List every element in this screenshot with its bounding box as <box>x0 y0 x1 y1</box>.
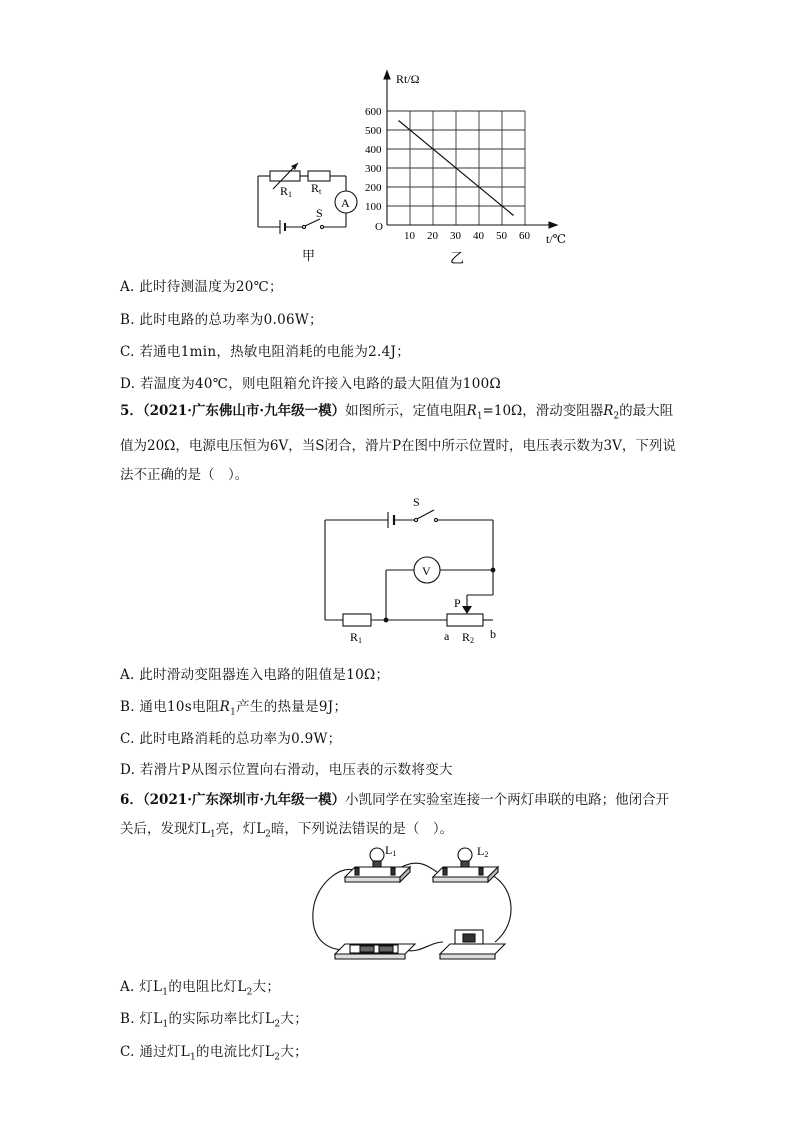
y-tick-label: 200 <box>365 182 382 194</box>
x-tick-label: 20 <box>427 230 438 242</box>
q6-number: 6． <box>120 792 143 808</box>
q6-option-b: B. 灯$L_1$的实际功率比灯$L_2$大； <box>120 1011 309 1030</box>
x-tick-label: 60 <box>519 230 530 242</box>
terminal-a-label: a <box>444 629 450 643</box>
q5-option-c: C. 此时电路消耗的总功率为0.9W； <box>120 731 342 747</box>
q6-option-c: C. 通过灯$L_1$的电流比灯$L_2$大； <box>120 1044 308 1063</box>
q5-circuit-figure <box>310 495 510 645</box>
q6-stem: 6．（2021·广东深圳市·九年级一模）小凯同学在实验室连接一个两灯串联的电路；他闭合开关后，发现灯$L_1$亮，灯$L_2$暗，下列说法错误的是（ ）。 <box>120 792 670 840</box>
voltmeter-label: V <box>422 564 431 578</box>
l2-label: L2 <box>477 844 489 859</box>
l1-label: L1 <box>385 843 397 858</box>
circuit-caption: 甲 <box>302 248 316 263</box>
x-axis-label: t/℃ <box>546 232 567 246</box>
y-tick-label: 600 <box>365 106 382 118</box>
r2-label: R2 <box>462 630 475 645</box>
y-tick-label: 500 <box>365 125 382 137</box>
q4-option-a: A. 此时待测温度为20℃； <box>120 279 283 295</box>
q4-option-b: B. 此时电路的总功率为0.06W； <box>120 312 323 328</box>
circuit-figure-jia <box>250 160 370 265</box>
y-axis-label: Rt/Ω <box>396 72 420 86</box>
q5-stem: 5．（2021·广东佛山市·九年级一模）如图所示，定值电阻$R_1=10\Omega$，滑动变阻器$R_2$的最大阻值为20Ω，电源电压恒为6V，当S闭合，滑片P在图中所示位置时，电压表示数为3V，下列说法不正确的是（ ）。 <box>120 403 676 483</box>
r1-label: R1 <box>350 630 363 645</box>
q5-source: （2021·广东佛山市·九年级一模） <box>142 403 346 419</box>
y-tick-label: 400 <box>365 144 382 156</box>
q6-source: （2021·广东深圳市·九年级一模） <box>142 792 346 808</box>
ammeter-label: A <box>341 196 350 210</box>
x-tick-label: 10 <box>404 230 415 242</box>
rt-label: Rt <box>311 181 322 196</box>
r1-label: R1 <box>280 184 293 199</box>
x-axis-arrow <box>549 222 557 228</box>
slider-label: P <box>454 596 461 610</box>
q4-option-c: C. 若通电1min，热敏电阻消耗的电能为2.4J； <box>120 344 411 360</box>
x-tick-label: 50 <box>496 230 507 242</box>
q6-option-a: A. 灯$L_1$的电阻比灯$L_2$大； <box>120 979 281 998</box>
y-tick-label: 100 <box>365 201 382 213</box>
x-tick-label: 30 <box>450 230 461 242</box>
x-tick-label: 40 <box>473 230 484 242</box>
resistance-temperature-chart <box>360 65 580 270</box>
q5-option-d: D. 若滑片P从图示位置向右滑动，电压表的示数将变大 <box>120 762 453 778</box>
switch-label: S <box>316 206 323 220</box>
chart-caption: 乙 <box>450 252 464 267</box>
y-tick-label: 300 <box>365 163 382 175</box>
switch-label: S <box>413 495 420 509</box>
q5-option-b: B. 通电10s电阻$R_1$产生的热量是9J； <box>120 699 348 718</box>
terminal-b-label: b <box>490 627 496 641</box>
y-axis-arrow <box>384 71 390 79</box>
q5-option-a: A. 此时滑动变阻器连入电路的阻值是10Ω； <box>120 667 390 683</box>
q4-option-d: D. 若温度为40℃，则电阻箱允许接入电路的最大阻值为100Ω <box>120 376 501 392</box>
q6-bulbs-circuit-figure <box>305 842 525 967</box>
origin-label: O <box>375 221 383 233</box>
q5-number: 5． <box>120 403 143 419</box>
